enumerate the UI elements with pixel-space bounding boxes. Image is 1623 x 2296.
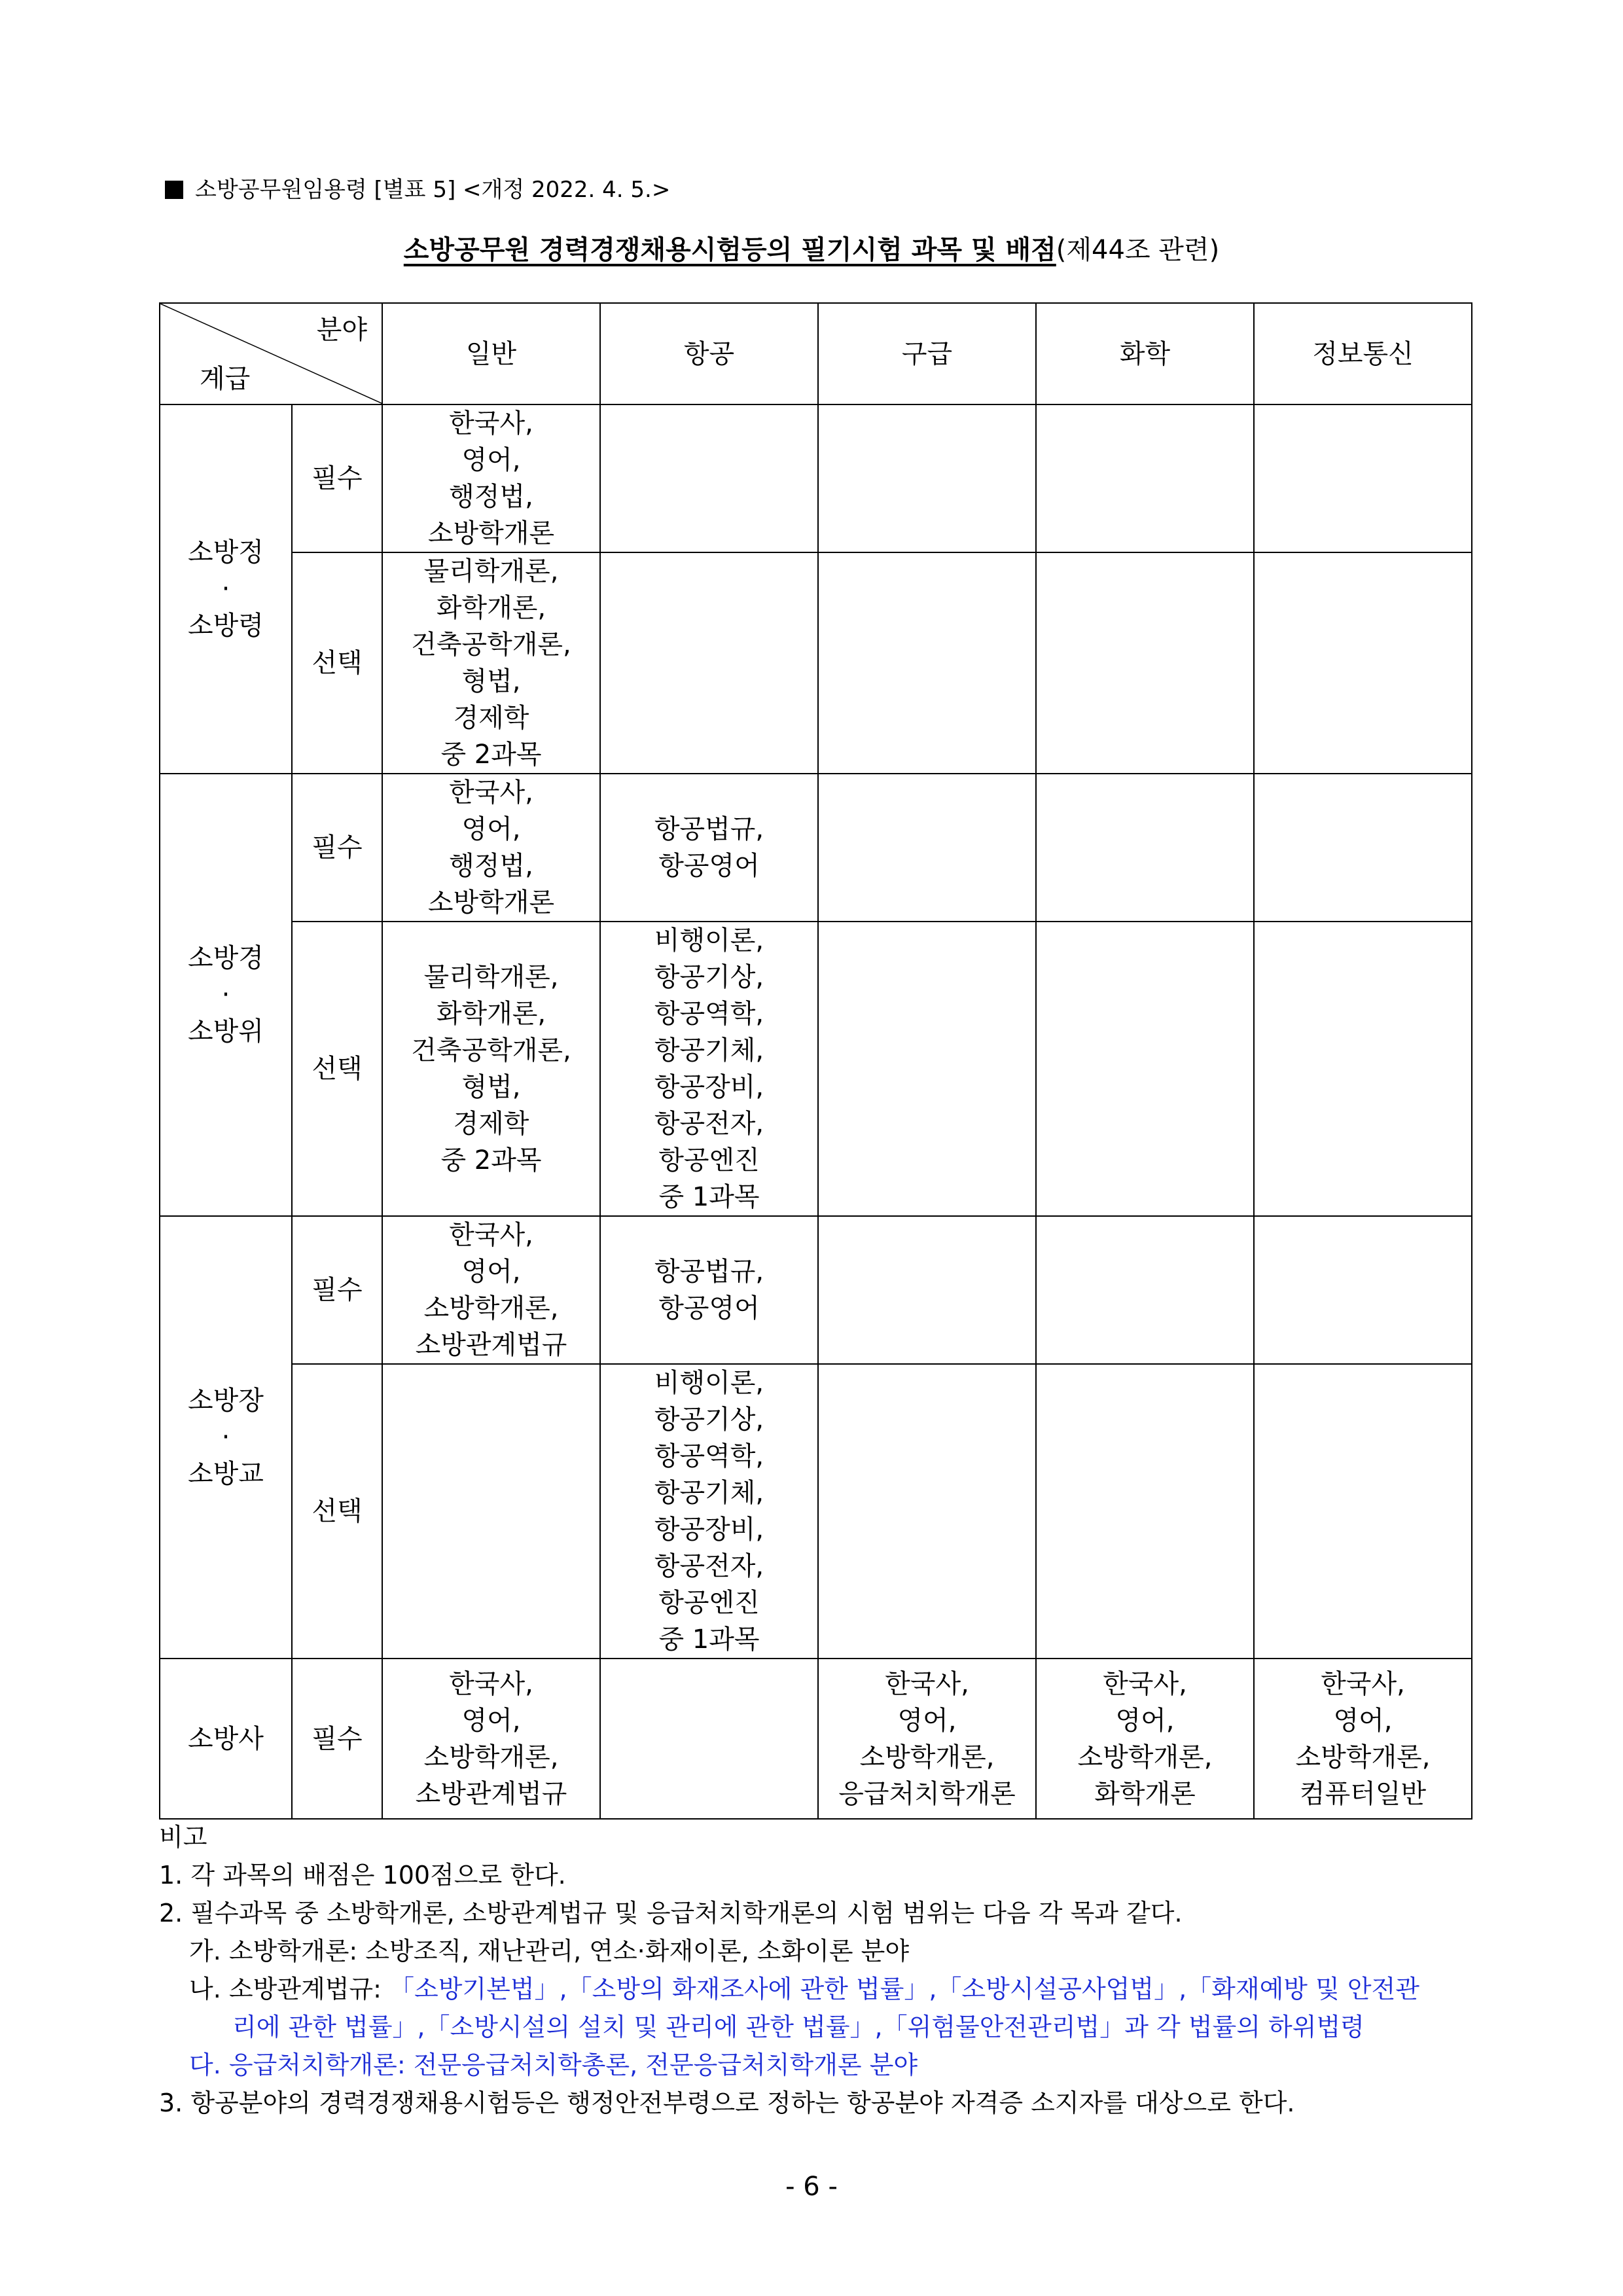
subject-line: 소방학개론,	[859, 1742, 995, 1772]
grade-line: 소방정	[188, 537, 264, 567]
grade-cell	[160, 1216, 292, 1659]
table-row	[160, 1659, 1472, 1819]
subject-line: 한국사,	[449, 778, 533, 808]
subject-line: 항공역학,	[654, 999, 764, 1029]
subject-line: 소방학개론	[427, 518, 555, 548]
subject-line: 한국사,	[449, 1668, 533, 1699]
subject-line: 항공전자,	[654, 1551, 764, 1581]
subject-line: 중 1과목	[658, 1624, 760, 1655]
subject-line: 화학개론,	[436, 593, 546, 623]
subject-line: 한국사,	[1103, 1668, 1187, 1699]
subject-cell	[818, 1659, 1036, 1819]
subject-line: 영어,	[897, 1705, 957, 1736]
reference-line	[165, 171, 670, 204]
note-item-2-na	[159, 1970, 1474, 2008]
subject-cell	[1254, 552, 1472, 774]
subject-cell	[818, 1364, 1036, 1659]
subject-cell	[818, 552, 1036, 774]
column-header: 정보통신	[1254, 303, 1472, 404]
note-item-2-na-tail: 과 각 법률의 하위법령	[1124, 2013, 1364, 2041]
reference-text: 소방공무원임용령 [별표 5] <개정 2022. 4. 5.>	[195, 177, 671, 203]
note-item-2-ga: 가. 소방학개론: 소방조직, 재난관리, 연소·화재이론, 소화이론 분야	[189, 1937, 910, 1965]
subject-cell	[1254, 1216, 1472, 1364]
subject-line: 항공기상,	[654, 962, 764, 992]
subject-line: 비행이론,	[654, 1368, 764, 1398]
table-row	[160, 774, 1472, 922]
type-cell: 선택	[292, 922, 382, 1216]
subject-line: 항공역학,	[654, 1441, 764, 1471]
note-item-2-na-laws-cont: 리에 관한 법률」,「소방시설의 설치 및 관리에 관한 법률」,「위험물안전관리법」	[232, 2013, 1125, 2041]
grade-line: 소방교	[188, 1459, 264, 1489]
subject-line: 물리학개론,	[423, 556, 559, 586]
subject-line: 항공영어	[658, 851, 760, 881]
grade-cell	[160, 404, 292, 774]
subject-cell	[600, 922, 818, 1216]
subject-line: 항공전자,	[654, 1109, 764, 1139]
subject-line: 응급처치학개론	[838, 1778, 1016, 1809]
subject-cell	[382, 1216, 600, 1364]
title-note: (제44조 관련)	[1056, 235, 1220, 265]
field-label: 분야	[316, 315, 367, 345]
subject-line: 한국사,	[885, 1668, 969, 1699]
subject-line: 소방학개론,	[423, 1293, 559, 1323]
subject-cell	[600, 1364, 818, 1659]
subject-cell	[600, 1216, 818, 1364]
table-row	[160, 1216, 1472, 1364]
page-number: - 6 -	[785, 2172, 838, 2202]
subject-line: 화학개론,	[436, 999, 546, 1029]
subject-line: 항공법규,	[654, 814, 764, 844]
note-item-2: 2. 필수과목 중 소방학개론, 소방관계법규 및 응급처치학개론의 시험 범위는 다음 각 목과 같다.	[159, 1899, 1183, 1928]
grade-cell	[160, 774, 292, 1216]
note-item-2-da: 다. 응급처치학개론: 전문응급처치학총론, 전문응급처치학개론 분야	[189, 2051, 918, 2079]
table-row	[160, 1364, 1472, 1659]
note-item-2-na-laws: 「소방기본법」,「소방의 화재조사에 관한 법률」,「소방시설공사업법」,「화재예방 및 안전관	[389, 1975, 1420, 2003]
type-cell: 필수	[292, 404, 382, 552]
grade-line: ·	[221, 574, 230, 604]
subject-cell	[1254, 1364, 1472, 1659]
subject-cell	[600, 1659, 818, 1819]
subject-line: 물리학개론,	[423, 962, 559, 992]
subject-line: 영어,	[461, 445, 521, 475]
grade-line: ·	[221, 980, 230, 1010]
grade-line: 소방위	[188, 1016, 264, 1047]
square-bullet-icon	[165, 181, 183, 199]
grade-line: ·	[221, 1422, 230, 1452]
subject-line: 항공영어	[658, 1293, 760, 1323]
subject-line: 소방학개론,	[1295, 1742, 1431, 1772]
subject-line: 형법,	[461, 1072, 521, 1102]
type-cell: 필수	[292, 774, 382, 922]
subject-line: 항공기체,	[654, 1478, 764, 1508]
subject-cell	[1036, 1364, 1254, 1659]
subject-line: 영어,	[461, 1257, 521, 1287]
subject-line: 건축공학개론,	[411, 630, 571, 660]
subject-line: 소방학개론,	[1077, 1742, 1213, 1772]
subject-line: 소방학개론,	[423, 1742, 559, 1772]
notes-section	[159, 1818, 1474, 2122]
subject-cell	[818, 1216, 1036, 1364]
column-header: 구급	[818, 303, 1036, 404]
header-row	[160, 303, 1472, 404]
subject-line: 소방관계법규	[415, 1778, 567, 1809]
column-header: 화학	[1036, 303, 1254, 404]
subject-cell	[818, 922, 1036, 1216]
subject-cell	[818, 774, 1036, 922]
grade-label: 계급	[200, 364, 251, 394]
subject-cell	[382, 404, 600, 552]
subject-line: 한국사,	[449, 1220, 533, 1250]
document-title	[0, 229, 1623, 266]
subject-line: 소방관계법규	[415, 1330, 567, 1360]
subject-line: 항공엔진	[658, 1588, 760, 1618]
subject-cell	[382, 552, 600, 774]
subject-cell	[382, 774, 600, 922]
subject-line: 행정법,	[449, 482, 533, 512]
type-cell: 필수	[292, 1216, 382, 1364]
grade-cell	[160, 1659, 292, 1819]
subject-line: 한국사,	[1321, 1668, 1405, 1699]
subject-line: 항공법규,	[654, 1257, 764, 1287]
subjects-table	[159, 302, 1472, 1820]
subject-cell	[1254, 404, 1472, 552]
note-item-3: 3. 항공분야의 경력경쟁채용시험등은 행정안전부령으로 정하는 항공분야 자격증 소지자를 대상으로 한다.	[159, 2089, 1295, 2117]
grade-line: 소방사	[188, 1723, 264, 1754]
column-header: 항공	[600, 303, 818, 404]
subject-line: 건축공학개론,	[411, 1035, 571, 1066]
subject-cell	[600, 552, 818, 774]
subject-line: 항공기상,	[654, 1405, 764, 1435]
notes-heading: 비고	[159, 1823, 207, 1852]
subject-cell	[1254, 774, 1472, 922]
grade-line: 소방경	[188, 943, 264, 973]
subject-cell	[1036, 404, 1254, 552]
subject-cell	[1254, 922, 1472, 1216]
subject-line: 중 2과목	[440, 1145, 542, 1175]
subject-line: 한국사,	[449, 408, 533, 439]
subject-line: 영어,	[461, 1705, 521, 1736]
column-header: 일반	[382, 303, 600, 404]
subject-line: 형법,	[461, 666, 521, 696]
subject-cell	[1036, 774, 1254, 922]
subject-cell	[382, 1659, 600, 1819]
table-row	[160, 552, 1472, 774]
subject-line: 영어,	[1333, 1705, 1393, 1736]
note-item-2-na-prefix: 나. 소방관계법규:	[189, 1975, 389, 2003]
subject-line: 중 2과목	[440, 740, 542, 770]
subject-cell	[382, 922, 600, 1216]
subject-line: 경제학	[453, 1109, 529, 1139]
note-item-1: 1. 각 과목의 배점은 100점으로 한다.	[159, 1861, 566, 1890]
subject-cell	[818, 404, 1036, 552]
note-item-2-na-cont	[159, 2008, 1474, 2046]
subject-cell	[600, 774, 818, 922]
subject-line: 항공장비,	[654, 1072, 764, 1102]
subject-cell	[1036, 922, 1254, 1216]
table-row	[160, 922, 1472, 1216]
subject-line: 중 1과목	[658, 1182, 760, 1212]
type-cell: 선택	[292, 1364, 382, 1659]
subject-cell	[382, 1364, 600, 1659]
title-main: 소방공무원 경력경쟁채용시험등의 필기시험 과목 및 배점	[403, 235, 1056, 265]
subject-line: 컴퓨터일반	[1299, 1778, 1427, 1809]
subject-cell	[1254, 1659, 1472, 1819]
grade-line: 소방장	[188, 1386, 264, 1416]
subject-line: 경제학	[453, 703, 529, 733]
grade-line: 소방령	[188, 611, 264, 641]
type-cell: 필수	[292, 1659, 382, 1819]
subject-line: 영어,	[1115, 1705, 1175, 1736]
subject-cell	[600, 404, 818, 552]
table-row	[160, 404, 1472, 552]
subject-line: 항공엔진	[658, 1145, 760, 1175]
subject-line: 항공기체,	[654, 1035, 764, 1066]
subject-line: 영어,	[461, 814, 521, 844]
subject-cell	[1036, 552, 1254, 774]
subject-line: 비행이론,	[654, 925, 764, 956]
type-cell: 선택	[292, 552, 382, 774]
subject-cell	[1036, 1216, 1254, 1364]
subject-line: 행정법,	[449, 851, 533, 881]
subject-line: 화학개론	[1094, 1778, 1196, 1809]
subject-line: 소방학개론	[427, 888, 555, 918]
subject-cell	[1036, 1659, 1254, 1819]
corner-cell	[160, 303, 382, 404]
subject-line: 항공장비,	[654, 1515, 764, 1545]
